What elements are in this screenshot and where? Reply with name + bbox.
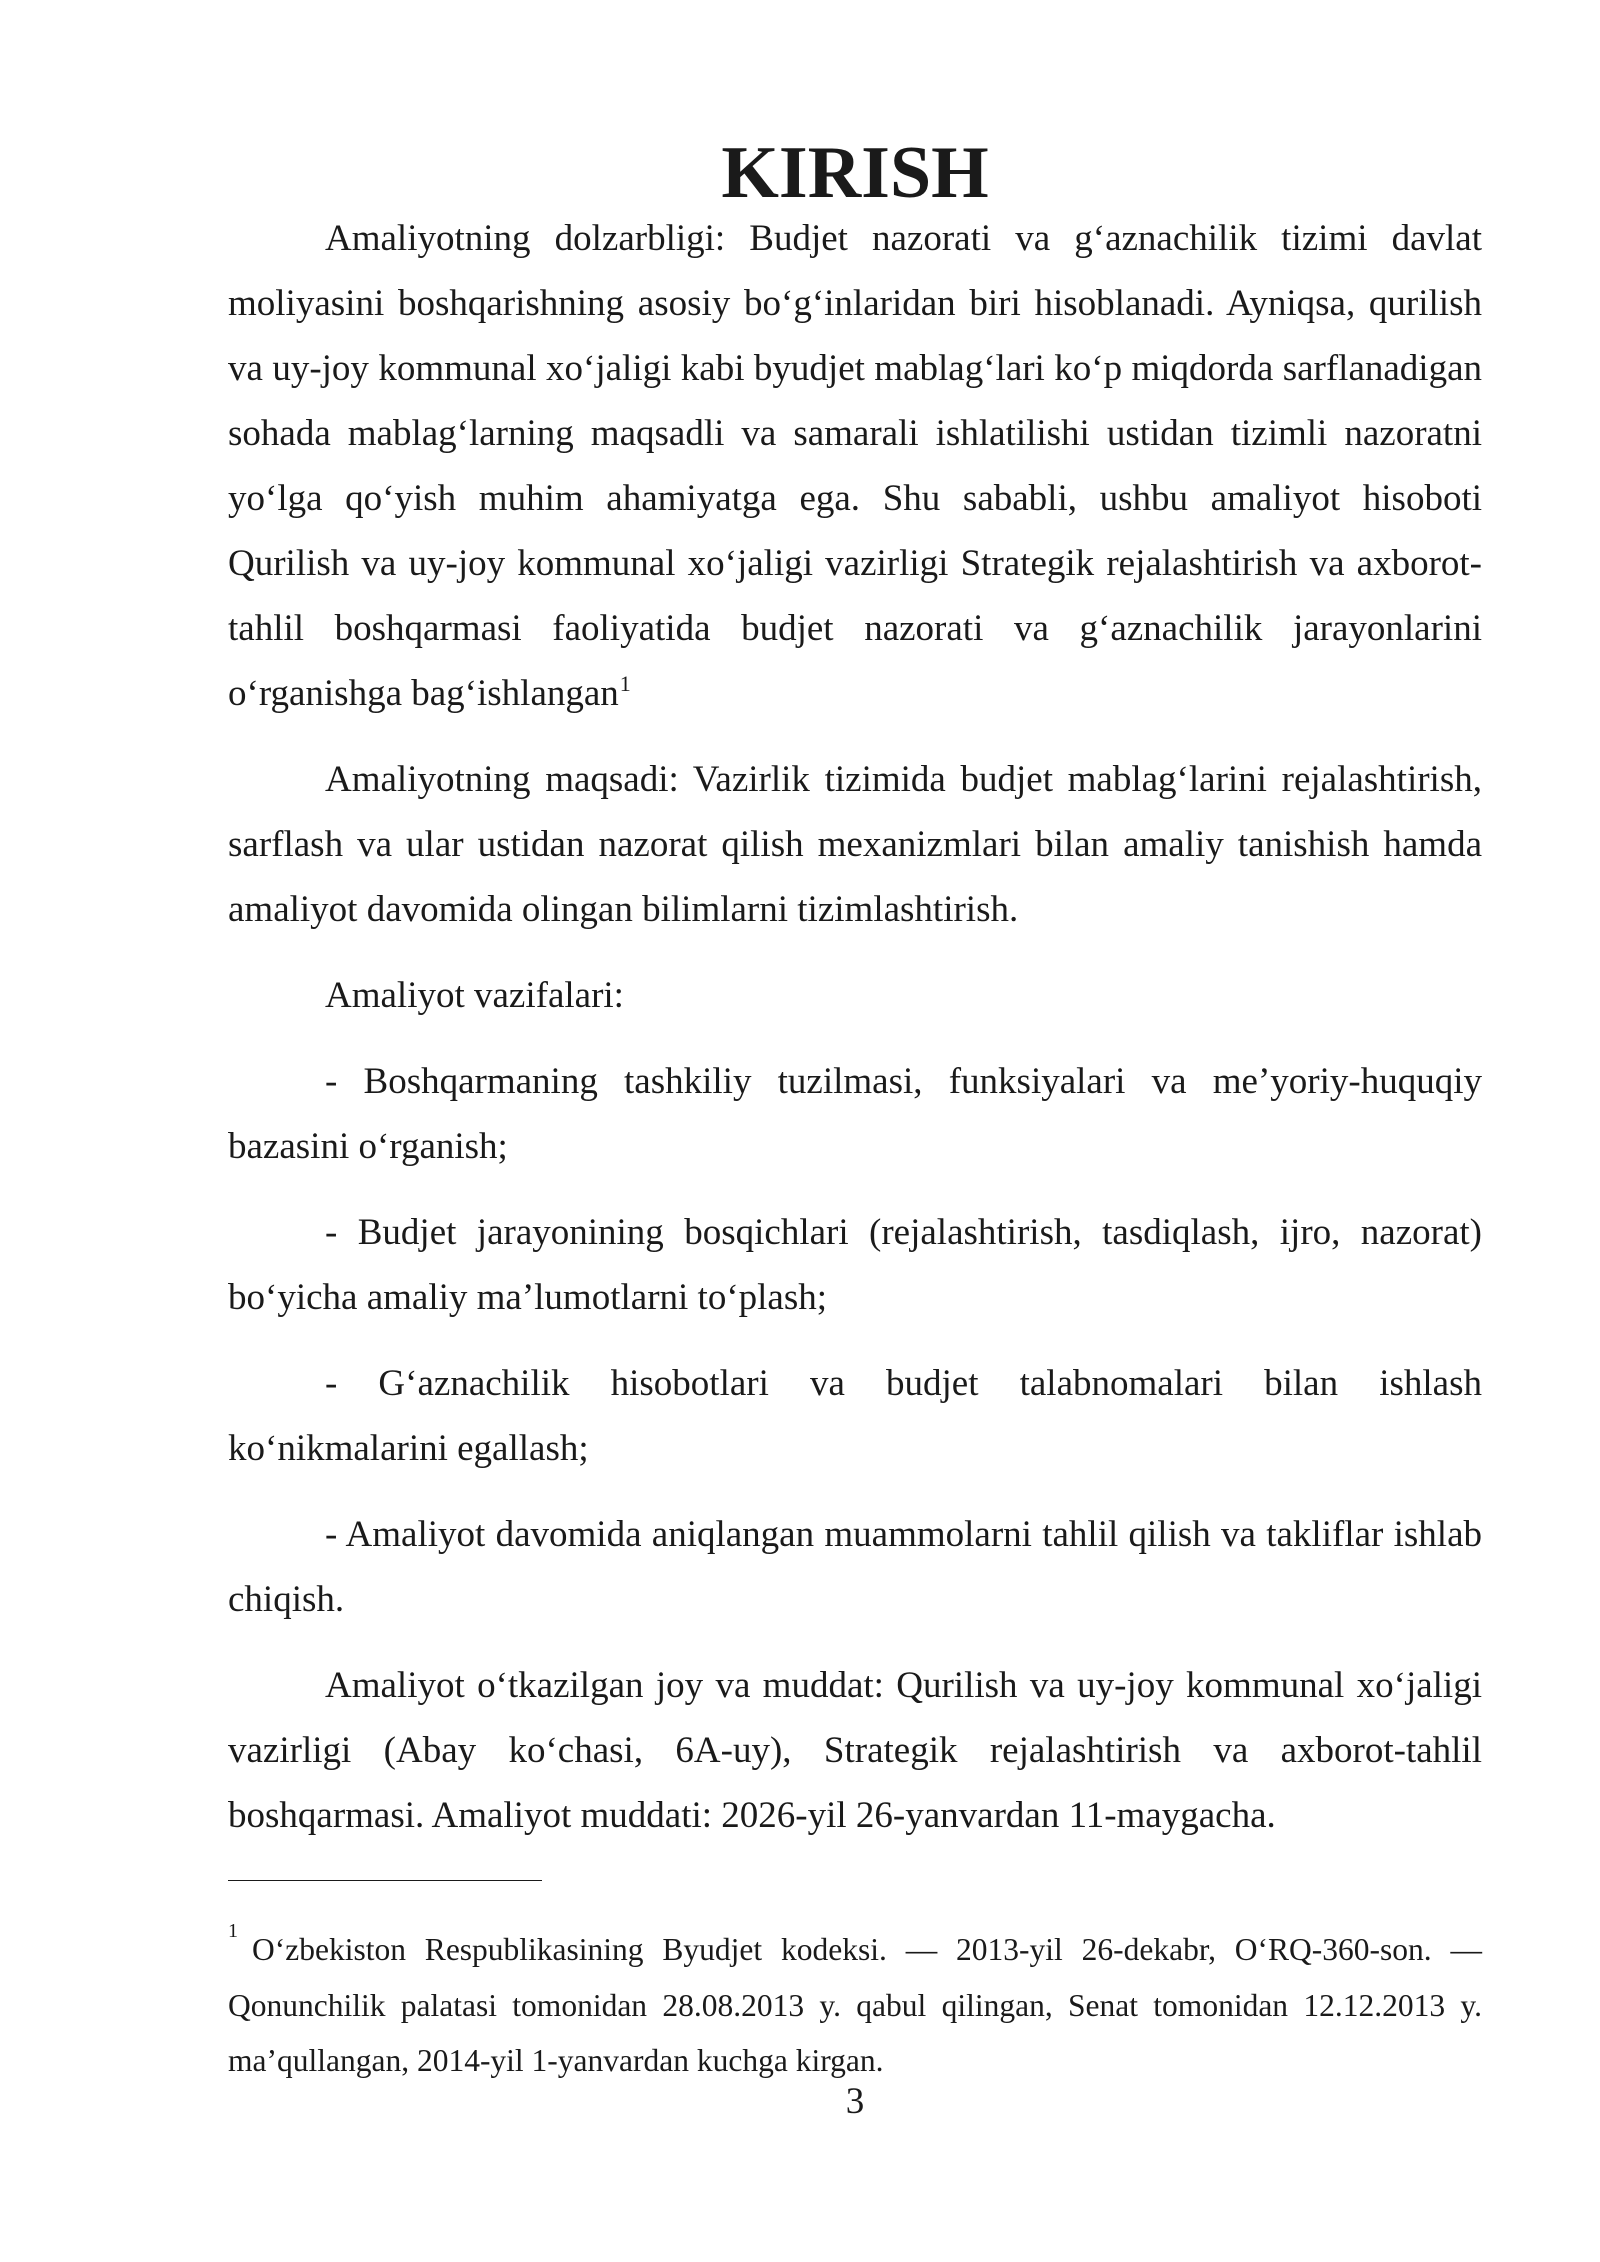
- text-line: yo‘lga qo‘yish muhim ahamiyatga ega. Shu sababli, ushbu amaliyot hisoboti: [228, 478, 1482, 519]
- task-item: [228, 1200, 1482, 1330]
- footnote-separator: [228, 1880, 542, 1881]
- page-body: [228, 132, 1482, 1848]
- footnote-line: [228, 1919, 1482, 1978]
- text-line: Qurilish va uy-joy kommunal xo‘jaligi vazirligi Strategik rejalashtirish va axborot-: [228, 543, 1482, 584]
- text-line: moliyasini boshqarishning asosiy bo‘g‘inlaridan biri hisoblanadi. Ayniqsa, qurilish: [228, 283, 1482, 324]
- tasks-heading: [228, 963, 1482, 1028]
- text-line: vazirligi (Abay ko‘chasi, 6A-uy), Strategik rejalashtirish va axborot-tahlil: [228, 1730, 1482, 1771]
- text-line: - G‘aznachilik hisobotlari va budjet talabnomalari bilan ishlash: [325, 1363, 1482, 1404]
- text-line: bazasini o‘rganish;: [228, 1126, 508, 1167]
- footnote-reference: 1: [619, 671, 631, 696]
- place-and-period-paragraph: [228, 1653, 1482, 1848]
- text-line: - Amaliyot davomida aniqlangan muammolarni tahlil qilish va takliflar ishlab: [325, 1514, 1482, 1555]
- text-line: Amaliyot vazifalari:: [325, 975, 624, 1016]
- footnote-line: Qonunchilik palatasi tomonidan 28.08.2013 y. qabul qilingan, Senat tomonidan 12.12.2013 y.: [228, 1987, 1482, 2023]
- text-line: Amaliyot o‘tkazilgan joy va muddat: Qurilish va uy-joy kommunal xo‘jaligi: [325, 1665, 1482, 1706]
- text-line-content: o‘rganishga bag‘ishlangan: [228, 673, 619, 714]
- text-line: sohada mablag‘larning maqsadli va samarali ishlatilishi ustidan tizimli nazoratni: [228, 413, 1482, 454]
- text-line: [228, 661, 1482, 726]
- task-item: [228, 1351, 1482, 1481]
- page-title: KIRISH: [721, 132, 989, 214]
- text-line: va uy-joy kommunal xo‘jaligi kabi byudjet mablag‘lari ko‘p miqdorda sarflanadigan: [228, 348, 1482, 389]
- text-line: bo‘yicha amaliy ma’lumotlarni to‘plash;: [228, 1277, 828, 1318]
- task-item: [228, 1502, 1482, 1632]
- text-line: amaliyot davomida olingan bilimlarni tizimlashtirish.: [228, 889, 1019, 930]
- page-number: 3: [845, 2081, 865, 2122]
- footnote-line: ma’qullangan, 2014-yil 1-yanvardan kuchga kirgan.: [228, 2043, 884, 2078]
- text-line: ko‘nikmalarini egallash;: [228, 1428, 589, 1469]
- footnote: [228, 1919, 1482, 2089]
- text-line: sarflash va ular ustidan nazorat qilish mexanizmlari bilan amaliy tanishish hamda: [228, 824, 1482, 865]
- text-line: - Boshqarmaning tashkiliy tuzilmasi, funksiyalari va me’yoriy-huquqiy: [325, 1061, 1482, 1102]
- task-item: [228, 1049, 1482, 1179]
- relevance-paragraph: [228, 206, 1482, 726]
- text-line: tahlil boshqarmasi faoliyatida budjet nazorati va g‘aznachilik jarayonlarini: [228, 608, 1482, 649]
- footnote-marker: 1: [228, 1919, 238, 1942]
- goal-paragraph: [228, 747, 1482, 942]
- text-line: boshqarmasi. Amaliyot muddati: 2026-yil 26-yanvardan 11-maygacha.: [228, 1795, 1276, 1836]
- text-line: chiqish.: [228, 1579, 345, 1620]
- text-line: Amaliyotning maqsadi: Vazirlik tizimida budjet mablag‘larini rejalashtirish,: [325, 759, 1482, 800]
- text-line: - Budjet jarayonining bosqichlari (rejalashtirish, tasdiqlash, ijro, nazorat): [325, 1212, 1482, 1253]
- footnote-line-content: O‘zbekiston Respublikasining Byudjet kodeksi. — 2013-yil 26-dekabr, O‘RQ-360-son. —: [252, 1932, 1482, 1967]
- text-line: Amaliyotning dolzarbligi: Budjet nazorati va g‘aznachilik tizimi davlat: [325, 218, 1482, 259]
